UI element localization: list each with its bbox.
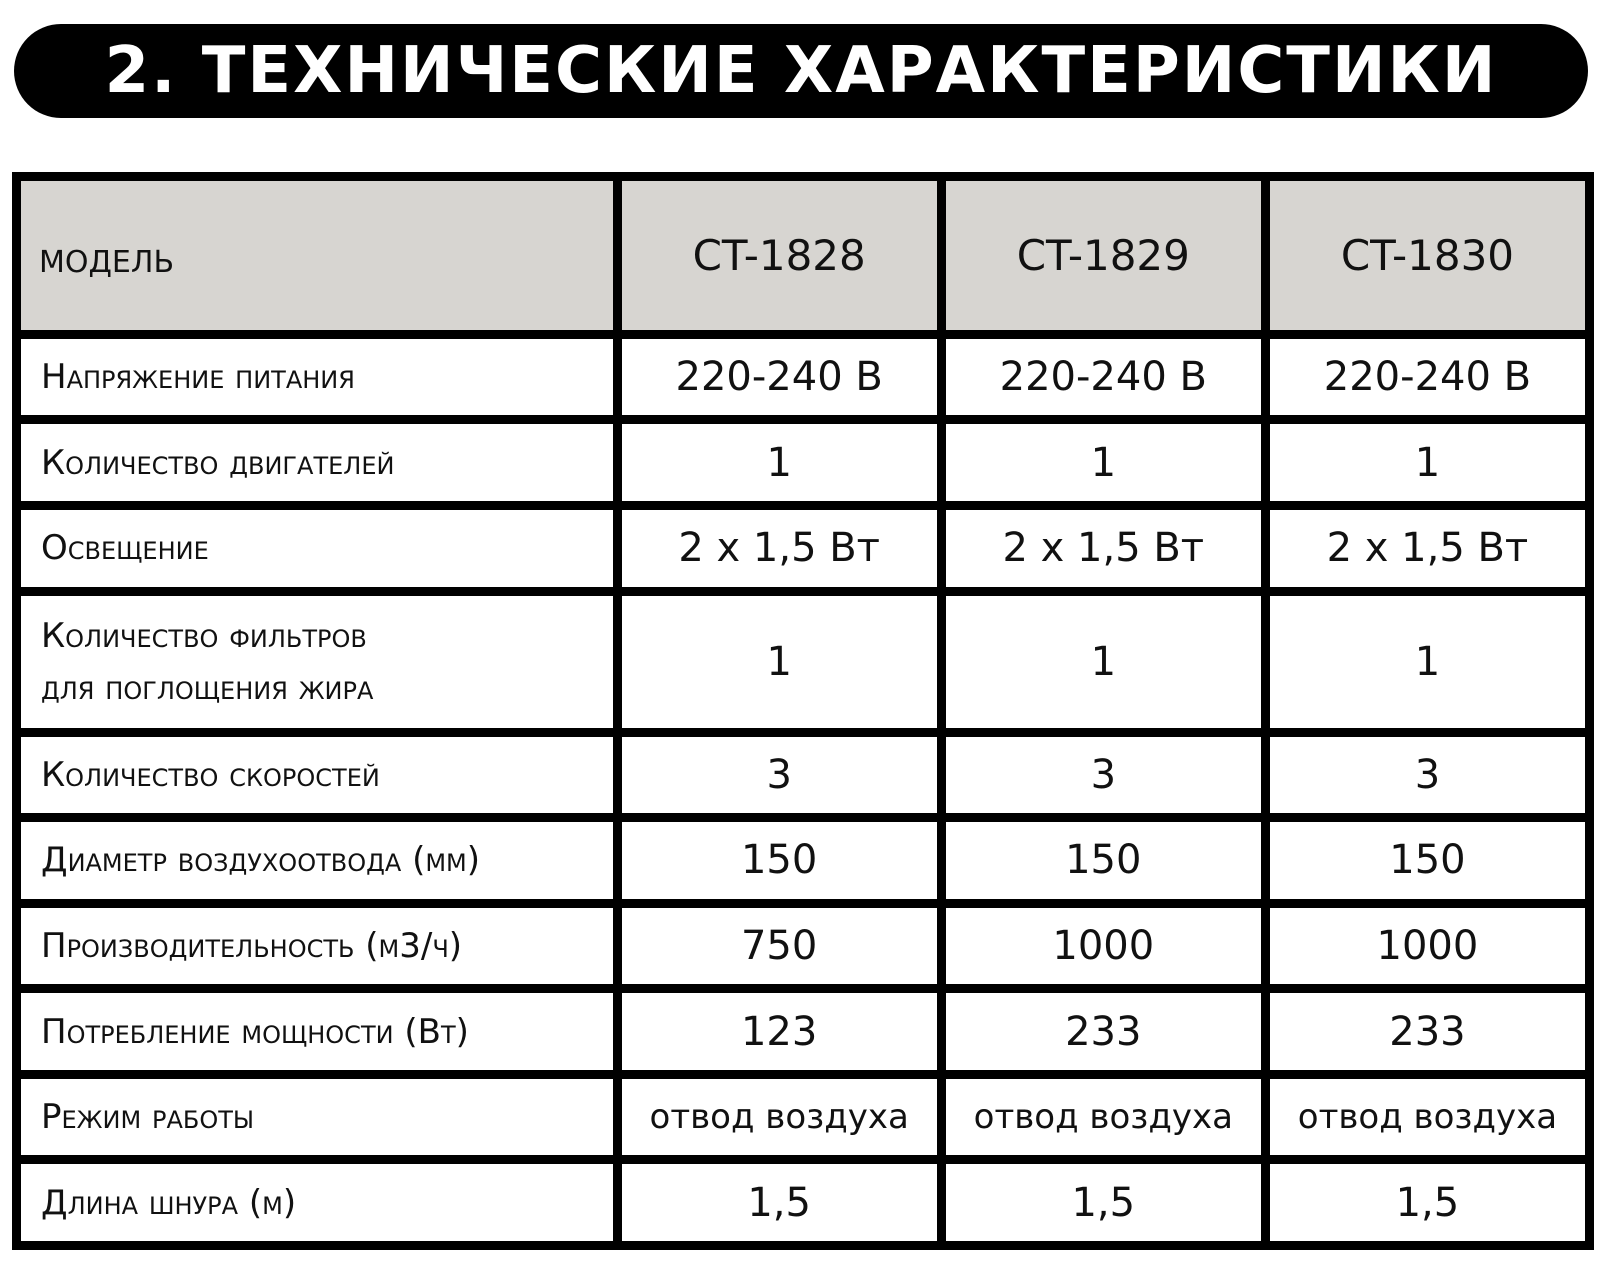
- row-value: 1: [946, 596, 1261, 728]
- row-value: отвод воздуха: [1270, 1079, 1585, 1156]
- page-title: 2. ТЕХНИЧЕСКИЕ ХАРАКТЕРИСТИКИ: [104, 34, 1498, 108]
- row-value: 3: [622, 737, 937, 814]
- row-value: 233: [1270, 993, 1585, 1070]
- row-label: Диаметр воздухоотвода (мм): [21, 822, 613, 899]
- row-value: 2 x 1,5 Вт: [622, 510, 937, 587]
- row-label: Количество скоростей: [21, 737, 613, 814]
- row-value: 750: [622, 908, 937, 985]
- table-row: [21, 1164, 1585, 1241]
- row-value: 1,5: [622, 1164, 937, 1241]
- row-value: 1: [622, 424, 937, 501]
- row-value: 1: [1270, 596, 1585, 728]
- table-row: [21, 822, 1585, 899]
- row-value: 2 x 1,5 Вт: [946, 510, 1261, 587]
- row-value: отвод воздуха: [946, 1079, 1261, 1156]
- row-value: 1: [622, 596, 937, 728]
- row-value: 150: [946, 822, 1261, 899]
- row-value: 3: [1270, 737, 1585, 814]
- table-row: [21, 1079, 1585, 1156]
- header-model: CT-1828: [622, 181, 937, 330]
- row-label: Количество двигателей: [21, 424, 613, 501]
- row-value: 1000: [946, 908, 1261, 985]
- table-header-row: [21, 181, 1585, 330]
- spec-table: [12, 172, 1594, 1250]
- table-row: [21, 510, 1585, 587]
- header-model: CT-1830: [1270, 181, 1585, 330]
- row-label: Освещение: [21, 510, 613, 587]
- title-bar: [14, 24, 1588, 118]
- row-value: 220-240 В: [1270, 339, 1585, 416]
- row-value: 220-240 В: [946, 339, 1261, 416]
- row-label: Напряжение питания: [21, 339, 613, 416]
- row-value: 233: [946, 993, 1261, 1070]
- table-row: [21, 993, 1585, 1070]
- row-value: 1000: [1270, 908, 1585, 985]
- table-row: [21, 908, 1585, 985]
- row-value: 1: [946, 424, 1261, 501]
- row-label-line2: для поглощения жира: [41, 667, 374, 708]
- row-value: 150: [1270, 822, 1585, 899]
- table-row: [21, 737, 1585, 814]
- table-row: [21, 339, 1585, 416]
- row-value: 150: [622, 822, 937, 899]
- row-label-multiline: [21, 596, 613, 728]
- row-value: 220-240 В: [622, 339, 937, 416]
- row-value: отвод воздуха: [622, 1079, 937, 1156]
- header-model: CT-1829: [946, 181, 1261, 330]
- row-label: Производительность (м3/ч): [21, 908, 613, 985]
- table-row: [21, 596, 1585, 728]
- header-label: МОДЕЛЬ: [21, 181, 613, 330]
- table-row: [21, 424, 1585, 501]
- row-value: 2 x 1,5 Вт: [1270, 510, 1585, 587]
- row-label-line1: Количество фильтров: [41, 615, 367, 656]
- row-value: 1,5: [1270, 1164, 1585, 1241]
- row-value: 123: [622, 993, 937, 1070]
- row-label: Режим работы: [21, 1079, 613, 1156]
- row-value: 1,5: [946, 1164, 1261, 1241]
- row-label: Длина шнура (м): [21, 1164, 613, 1241]
- row-label: Потребление мощности (Вт): [21, 993, 613, 1070]
- row-value: 3: [946, 737, 1261, 814]
- row-value: 1: [1270, 424, 1585, 501]
